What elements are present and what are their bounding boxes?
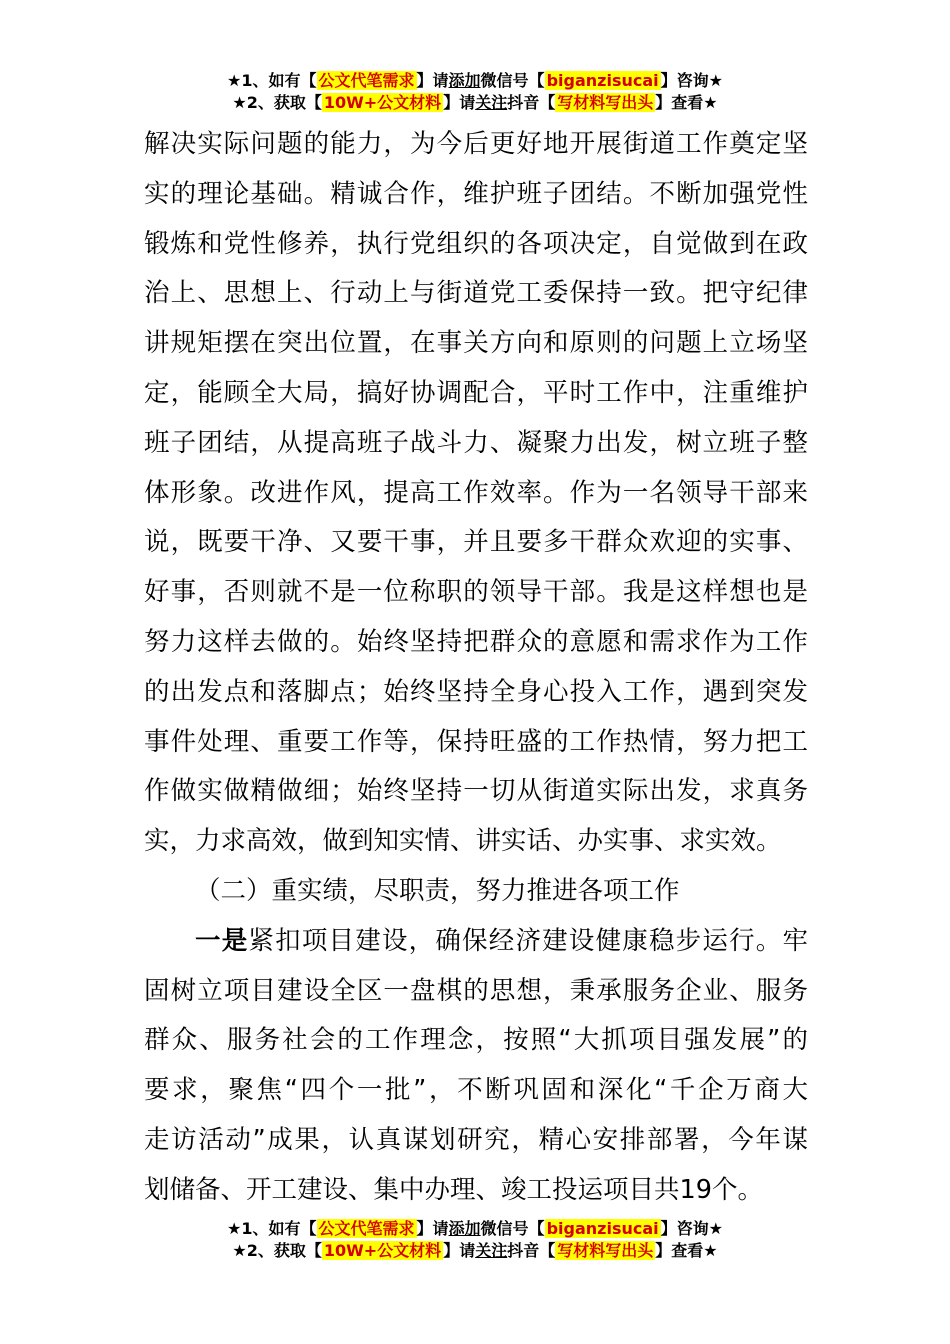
banner-text: 微信号【 [480,71,545,90]
banner-text: 】咨询★ [660,71,723,90]
banner-line-1 [0,70,950,92]
banner-text: 】请 [416,1219,449,1238]
body-line: 实，力求高效，做到知实情、讲实话、办实事、求实效。 [144,826,782,857]
body-line: 定，能顾全大局，搞好协调配合，平时工作中，注重维护 [144,377,808,408]
banner-text: 】查看★ [655,1241,718,1260]
banner-line-2 [0,1240,950,1262]
banner-text: ★2、获取【 [232,1241,322,1260]
banner-highlight: 10W+公文材料 [323,1241,442,1260]
body-line: 的出发点和落脚点；始终坚持全身心投入工作，遇到突发 [144,676,808,707]
section-heading: （二）重实绩，尽职责，努力推进各项工作 [195,875,680,906]
body-line: 解决实际问题的能力，为今后更好地开展街道工作奠定坚 [144,129,808,159]
banner-highlight: biganzisucai [546,1219,659,1238]
body-line: 群众、服务社会的工作理念，按照“大抓项目强发展”的 [144,1025,808,1056]
paragraph-first-line [144,917,808,967]
body-line: 体形象。改进作风，提高工作效率。作为一名领导干部来 [144,477,808,508]
banner-text: ★1、如有【 [227,1219,317,1238]
banner-text: 抖音【 [507,93,556,112]
banner-text: 】请 [443,93,476,112]
body-line: 实的理论基础。精诚合作，维护班子团结。不断加强党性 [144,178,808,209]
document-body [144,120,808,1216]
body-line: 要求，聚焦“四个一批”，不断巩固和深化“千企万商大 [144,1075,808,1106]
banner-text: 微信号【 [480,1219,545,1238]
body-line: 作做实做精做细；始终坚持一切从街道实际出发，求真务 [144,776,808,807]
header-banner [0,70,950,114]
banner-line-1 [0,1218,950,1240]
body-line: 班子团结，从提高班子战斗力、凝聚力出发，树立班子整 [144,427,808,458]
banner-line-2 [0,92,950,114]
banner-text: ★2、获取【 [232,93,322,112]
banner-underline: 关注 [475,93,508,112]
banner-text: 】请 [443,1241,476,1260]
body-line: 划储备、开工建设、集中办理、竣工投运项目共19个。 [144,1174,763,1205]
body-line: 好事，否则就不是一位称职的领导干部。我是这样想也是 [144,577,808,608]
banner-underline: 关注 [475,1241,508,1260]
banner-text: 】请 [416,71,449,90]
banner-underline: 添加 [448,71,481,90]
body-line: 固树立项目建设全区一盘棋的思想，秉承服务企业、服务 [144,975,808,1006]
banner-text: 抖音【 [507,1241,556,1260]
body-line: 事件处理、重要工作等，保持旺盛的工作热情，努力把工 [144,726,808,757]
footer-banner [0,1218,950,1262]
banner-highlight: 公文代笔需求 [318,71,415,90]
body-line: 努力这样去做的。始终坚持把群众的意愿和需求作为工作 [144,626,808,657]
banner-highlight: 公文代笔需求 [318,1219,415,1238]
body-line: 走访活动”成果，认真谋划研究，精心安排部署，今年谋 [144,1124,808,1155]
banner-highlight: biganzisucai [546,71,659,90]
banner-highlight: 10W+公文材料 [323,93,442,112]
body-line: 说，既要干净、又要干事，并且要多干群众欢迎的实事、 [144,527,808,558]
banner-highlight: 写材料写出头 [557,93,654,112]
banner-text: ★1、如有【 [227,71,317,90]
body-line: 锻炼和党性修养，执行党组织的各项决定，自觉做到在政 [144,228,808,259]
body-line: 治上、思想上、行动上与街道党工委保持一致。把守纪律 [144,278,808,309]
banner-highlight: 写材料写出头 [557,1241,654,1260]
banner-underline: 添加 [448,1219,481,1238]
paragraph-lead-text: 紧扣项目建设，确保经济建设健康稳步运行。牢 [248,925,808,956]
banner-text: 】咨询★ [660,1219,723,1238]
paragraph-lead-bold: 一是 [195,925,249,956]
banner-text: 】查看★ [655,93,718,112]
body-line: 讲规矩摆在突出位置，在事关方向和原则的问题上立场坚 [144,328,808,359]
